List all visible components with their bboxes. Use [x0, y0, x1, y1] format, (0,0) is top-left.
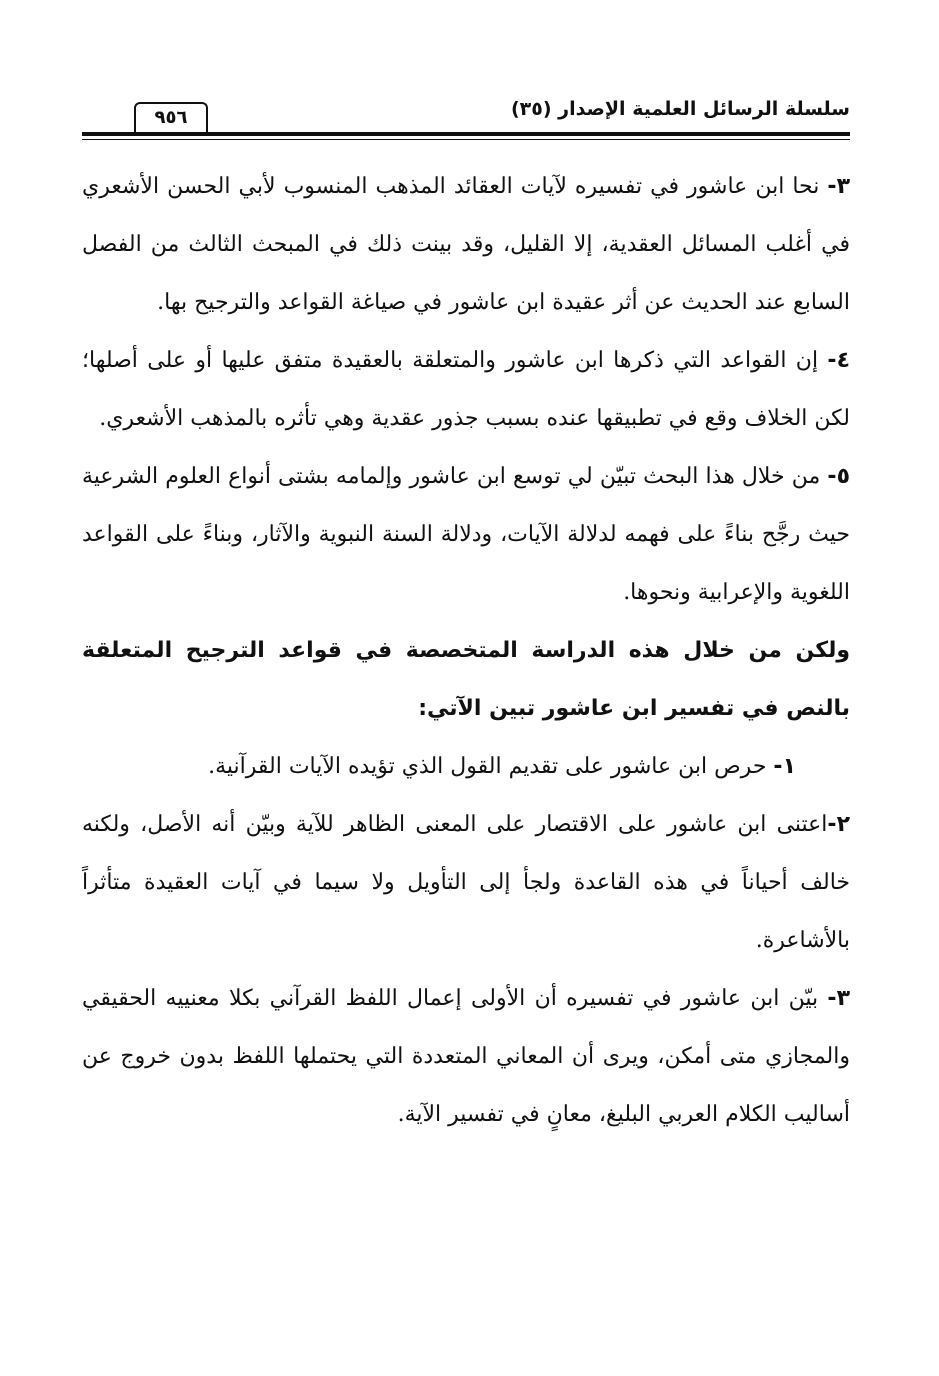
- page-body: [82, 158, 850, 1144]
- page-number: ٩٥٦: [134, 102, 208, 132]
- item-number: ٣-: [827, 986, 850, 1011]
- item-number: ٣-: [827, 174, 850, 199]
- item-text: من خلال هذا البحث تبيّن لي توسع ابن عاشور وإلمامه بشتى أنواع العلوم الشرعية حيث رجَّح بناءً على فهمه لدلالة الآيات، ودلالة السنة النبوية والآثار، وبناءً على القواعد اللغوية والإعرابية ونحوها.: [82, 464, 850, 605]
- item-number: ٤-: [827, 348, 850, 373]
- item-text: اعتنى ابن عاشور على الاقتصار على المعنى الظاهر للآية وبيّن أنه الأصل، ولكنه خالف أحياناً في هذه القاعدة ولجأ إلى التأويل ولا سيما في آيات العقيدة متأثراً بالأشاعرة.: [82, 812, 850, 953]
- item-number: ١-: [773, 754, 796, 779]
- item-text: نحا ابن عاشور في تفسيره لآيات العقائد المذهب المنسوب لأبي الحسن الأشعري في أغلب المسائل العقدية، إلا القليل، وقد بينت ذلك في المبحث الثالث من الفصل السابع عند الحديث عن أثر عقيدة ابن عاشور في صياغة القواعد والترجيح بها.: [82, 174, 850, 315]
- bold-intro: ولكن من خلال هذه الدراسة المتخصصة في قواعد الترجيح المتعلقة بالنص في تفسير ابن عاشور تبين الآتي:: [82, 638, 850, 721]
- finding-item-1: [82, 738, 850, 796]
- header-rule-thin: [82, 139, 850, 140]
- header-rule-thick: [82, 132, 850, 136]
- conclusion-item-3: [82, 158, 850, 332]
- item-text: إن القواعد التي ذكرها ابن عاشور والمتعلقة بالعقيدة متفق عليها أو على أصلها؛ لكن الخلاف وقع في تطبيقها عنده بسبب جذور عقدية وهي تأثره بالمذهب الأشعري.: [82, 348, 850, 431]
- item-text: حرص ابن عاشور على تقديم القول الذي تؤيده الآيات القرآنية.: [208, 754, 774, 779]
- finding-item-3: [82, 970, 850, 1144]
- conclusion-item-5: [82, 448, 850, 622]
- series-title: سلسلة الرسائل العلمية الإصدار (٣٥): [510, 98, 850, 120]
- finding-item-2: [82, 796, 850, 970]
- item-number: ٢-: [827, 812, 850, 837]
- page-header: [82, 92, 850, 144]
- item-text: بيّن ابن عاشور في تفسيره أن الأولى إعمال اللفظ القرآني بكلا معنييه الحقيقي والمجازي متى أمكن، ويرى أن المعاني المتعددة التي يحتملها اللفظ بدون خروج عن أساليب الكلام العربي البليغ، معانٍ في تفسير الآية.: [82, 986, 850, 1127]
- item-number: ٥-: [827, 464, 850, 489]
- conclusion-item-4: [82, 332, 850, 448]
